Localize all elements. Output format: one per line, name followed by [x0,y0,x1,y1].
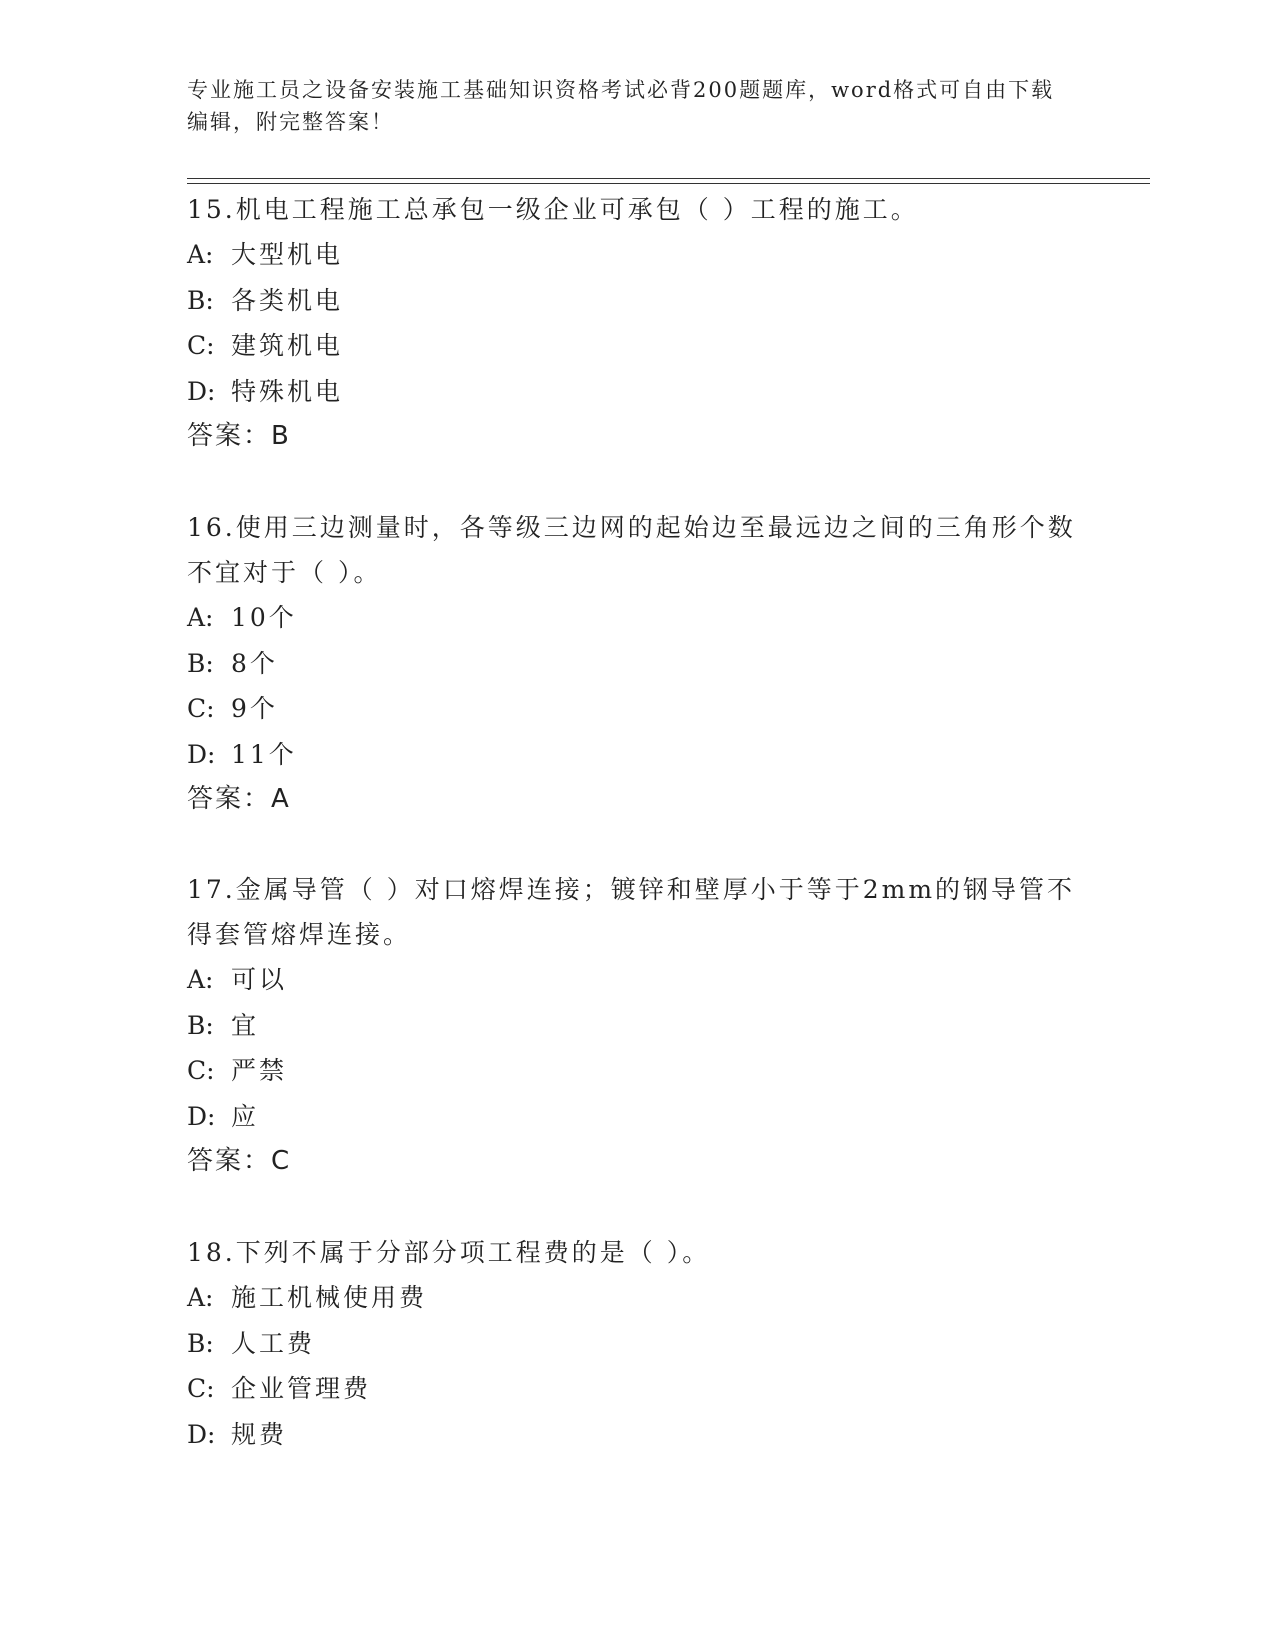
header-divider-top [187,178,1150,179]
option-letter: A: [187,603,214,632]
option-a [187,232,1087,278]
option-c [187,1366,1087,1412]
question-number: 16. [187,513,236,542]
option-letter: A: [187,240,214,269]
option-a [187,1275,1087,1321]
document-header: 专业施工员之设备安装施工基础知识资格考试必背200题题库，word格式可自由下载编辑，附完整答案！ [187,78,1055,134]
option-letter: A: [187,1283,214,1312]
question-text: 机电工程施工总承包一级企业可承包（ ）工程的施工。 [235,195,919,224]
option-text: 规费 [231,1419,288,1449]
option-d [187,1412,1087,1458]
option-b [187,1003,1087,1049]
answer-line: 答案：C [187,1146,292,1176]
option-b [187,641,1087,687]
option-text: 严禁 [231,1056,288,1085]
option-d [187,369,1087,415]
question-stem [187,1230,1087,1275]
question-17 [187,867,1087,1184]
option-text: 10个 [231,603,297,632]
option-letter: D: [187,739,216,769]
option-letter: D: [187,1419,216,1449]
question-number: 17. [187,875,236,904]
option-letter: B: [187,285,214,315]
option-letter: C: [187,1056,215,1085]
option-text: 可以 [231,965,288,994]
answer-line: 答案：B [187,421,291,451]
option-text: 11个 [231,739,297,769]
option-text: 8个 [231,648,278,678]
question-text: 下列不属于分部分项工程费的是（ ）。 [235,1238,711,1267]
answer-line: 答案：A [187,784,291,814]
question-text: 使用三边测量时，各等级三边网的起始边至最远边之间的三角形个数不宜对于（ ）。 [187,513,1076,587]
question-stem [187,187,1087,232]
question-16 [187,505,1087,822]
option-b [187,278,1087,324]
option-letter: C: [187,331,215,360]
question-stem [187,867,1087,957]
question-text: 金属导管（ ）对口熔焊连接；镀锌和壁厚小于等于2mm的钢导管不得套管熔焊连接。 [187,875,1076,949]
option-text: 应 [231,1101,260,1131]
option-c [187,323,1087,369]
option-a [187,595,1087,641]
option-text: 9个 [231,694,278,723]
option-text: 施工机械使用费 [231,1283,428,1312]
option-letter: A: [187,965,214,994]
option-letter: B: [187,1328,214,1358]
option-text: 特殊机电 [231,376,344,406]
question-stem [187,505,1087,595]
option-d [187,732,1087,778]
option-text: 人工费 [231,1328,316,1358]
option-letter: B: [187,648,214,678]
option-text: 建筑机电 [231,331,344,360]
option-text: 企业管理费 [231,1374,372,1403]
option-text: 大型机电 [231,240,344,269]
option-c [187,1048,1087,1094]
question-18 [187,1230,1087,1457]
option-text: 各类机电 [231,285,344,315]
header-divider-bottom [187,183,1150,184]
question-15 [187,187,1087,459]
option-c [187,686,1087,732]
option-text: 宜 [231,1010,260,1040]
option-b [187,1321,1087,1367]
option-d [187,1094,1087,1140]
option-letter: C: [187,1374,215,1403]
option-letter: D: [187,1101,216,1131]
option-letter: B: [187,1010,214,1040]
question-number: 18. [187,1238,236,1267]
option-letter: D: [187,376,216,406]
option-letter: C: [187,694,215,723]
question-number: 15. [187,195,236,224]
option-a [187,957,1087,1003]
